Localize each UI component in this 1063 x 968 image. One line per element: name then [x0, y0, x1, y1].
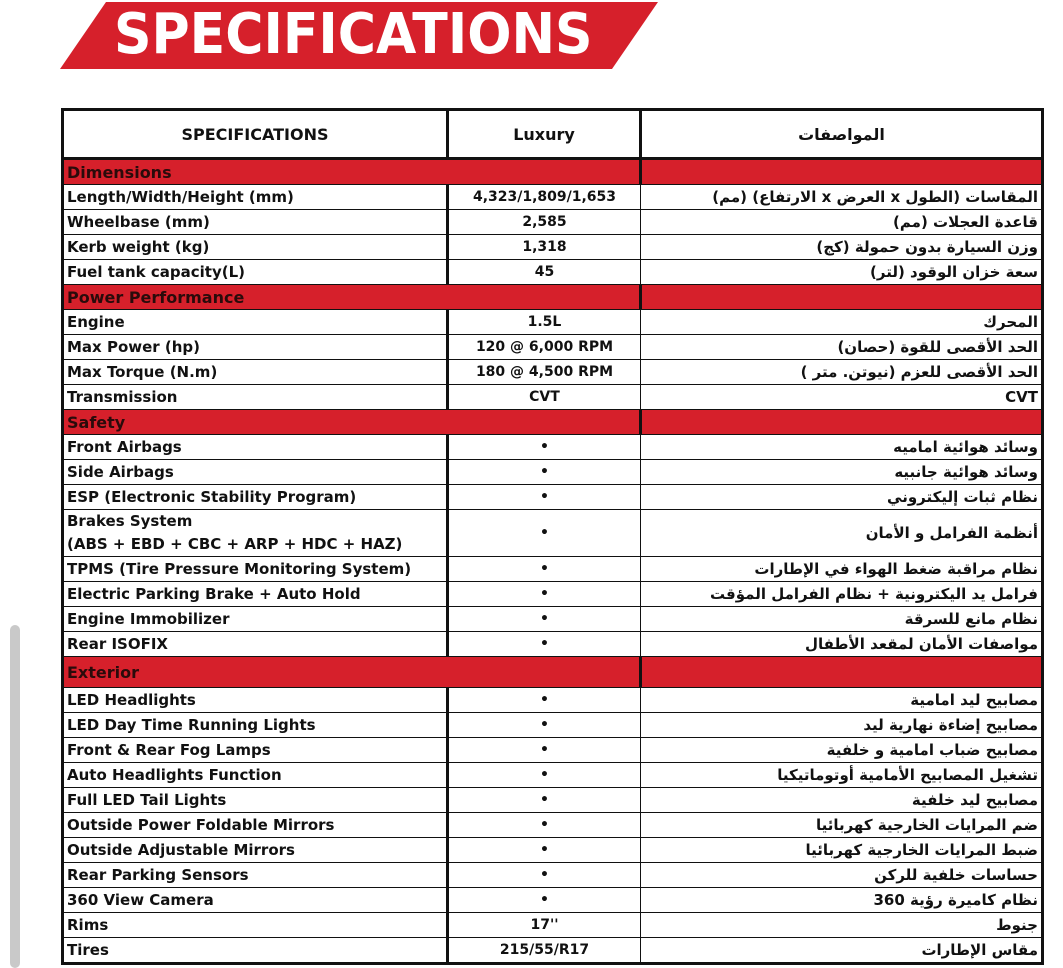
spec-name: Front Airbags: [63, 435, 448, 460]
spec-name: LED Day Time Running Lights: [63, 713, 448, 738]
spec-name-arabic: المحرك: [641, 310, 1043, 335]
scrollbar[interactable]: [10, 625, 20, 968]
table-row: [63, 210, 1043, 235]
spec-name: Transmission: [63, 385, 448, 410]
table-row: [63, 385, 1043, 410]
spec-value: 1.5L: [448, 310, 641, 335]
spec-name-arabic: وسائد هوائية جانبيه: [641, 460, 1043, 485]
spec-value: 120 @ 6,000 RPM: [448, 335, 641, 360]
section-title: Dimensions: [63, 159, 641, 185]
table-row: [63, 938, 1043, 964]
spec-name: [63, 510, 448, 557]
spec-value: CVT: [448, 385, 641, 410]
table-row: [63, 260, 1043, 285]
table-row: [63, 813, 1043, 838]
spec-name-arabic: نظام مانع للسرقة: [641, 607, 1043, 632]
table-row: [63, 557, 1043, 582]
spec-value: 180 @ 4,500 RPM: [448, 360, 641, 385]
section-title-ar-cell: [641, 159, 1043, 185]
header-specifications: SPECIFICATIONS: [63, 110, 448, 159]
included-bullet: •: [448, 813, 641, 838]
table-row: [63, 863, 1043, 888]
spec-name-arabic: أنظمة الفرامل و الأمان: [641, 510, 1043, 557]
included-bullet: •: [448, 688, 641, 713]
section-title: Safety: [63, 410, 641, 435]
spec-name-arabic: قاعدة العجلات (مم): [641, 210, 1043, 235]
spec-name-arabic: نظام ثبات إليكتروني: [641, 485, 1043, 510]
included-bullet: •: [448, 763, 641, 788]
included-bullet: •: [448, 435, 641, 460]
table-row: [63, 632, 1043, 657]
spec-name-arabic: مصابيح إضاءة نهارية ليد: [641, 713, 1043, 738]
spec-name: LED Headlights: [63, 688, 448, 713]
spec-name-arabic: فرامل يد اليكترونية + نظام الفرامل المؤقت: [641, 582, 1043, 607]
spec-name: Electric Parking Brake + Auto Hold: [63, 582, 448, 607]
spec-name: 360 View Camera: [63, 888, 448, 913]
included-bullet: •: [448, 738, 641, 763]
table-row: [63, 335, 1043, 360]
spec-name-arabic: مصابيح ليد خلفية: [641, 788, 1043, 813]
included-bullet: •: [448, 460, 641, 485]
table-row: [63, 913, 1043, 938]
included-bullet: •: [448, 557, 641, 582]
spec-name-arabic: جنوط: [641, 913, 1043, 938]
spec-name: Outside Power Foldable Mirrors: [63, 813, 448, 838]
spec-name-arabic: سعة خزان الوقود (لتر): [641, 260, 1043, 285]
specifications-table: [61, 108, 1044, 965]
spec-name-line-2: (ABS + EBD + CBC + ARP + HDC + HAZ): [67, 535, 403, 553]
spec-name-arabic: نظام كاميرة رؤية 360: [641, 888, 1043, 913]
spec-name: Max Power (hp): [63, 335, 448, 360]
table-row: [63, 310, 1043, 335]
spec-value: 4,323/1,809/1,653: [448, 185, 641, 210]
spec-name: Rear ISOFIX: [63, 632, 448, 657]
table-row: [63, 510, 1043, 557]
spec-name: Front & Rear Fog Lamps: [63, 738, 448, 763]
spec-name: Length/Width/Height (mm): [63, 185, 448, 210]
spec-name-arabic: الحد الأقصى للقوة (حصان): [641, 335, 1043, 360]
spec-value: 17'': [448, 913, 641, 938]
included-bullet: •: [448, 632, 641, 657]
spec-name: Max Torque (N.m): [63, 360, 448, 385]
table-body: [63, 159, 1043, 964]
table-row: [63, 788, 1043, 813]
included-bullet: •: [448, 888, 641, 913]
page-title: SPECIFICATIONS: [114, 2, 593, 67]
spec-name-arabic: وسائد هوائية اماميه: [641, 435, 1043, 460]
included-bullet: •: [448, 607, 641, 632]
spec-name-arabic: ضبط المرايات الخارجية كهربائيا: [641, 838, 1043, 863]
table-row: [63, 185, 1043, 210]
table-row: [63, 713, 1043, 738]
spec-name: Engine: [63, 310, 448, 335]
spec-name-arabic: حساسات خلفية للركن: [641, 863, 1043, 888]
header-luxury: Luxury: [448, 110, 641, 159]
spec-name-arabic: وزن السيارة بدون حمولة (كج): [641, 235, 1043, 260]
section-header-exterior: [63, 657, 1043, 688]
included-bullet: •: [448, 838, 641, 863]
spec-value: 2,585: [448, 210, 641, 235]
spec-value: 215/55/R17: [448, 938, 641, 964]
spec-name-arabic: ضم المرايات الخارجية كهربائيا: [641, 813, 1043, 838]
table-row: [63, 435, 1043, 460]
spec-name: Rims: [63, 913, 448, 938]
header-arabic-specifications: المواصفات: [641, 110, 1043, 159]
section-header-safety: [63, 410, 1043, 435]
spec-name: Fuel tank capacity(L): [63, 260, 448, 285]
included-bullet: •: [448, 713, 641, 738]
spec-name: Tires: [63, 938, 448, 964]
table-row: [63, 838, 1043, 863]
table-row: [63, 888, 1043, 913]
included-bullet: •: [448, 510, 641, 557]
table-row: [63, 607, 1043, 632]
spec-name-arabic: تشغيل المصابيح الأمامية أوتوماتيكيا: [641, 763, 1043, 788]
section-title: Power Performance: [63, 285, 641, 310]
table-row: [63, 688, 1043, 713]
table-row: [63, 235, 1043, 260]
spec-name-arabic: مصابيح ليد امامية: [641, 688, 1043, 713]
spec-name-arabic: CVT: [641, 385, 1043, 410]
section-header-dimensions: [63, 159, 1043, 185]
section-title-ar-cell: [641, 285, 1043, 310]
spec-name-arabic: مقاس الإطارات: [641, 938, 1043, 964]
spec-name: Kerb weight (kg): [63, 235, 448, 260]
section-title-ar-cell: [641, 410, 1043, 435]
spec-name: Full LED Tail Lights: [63, 788, 448, 813]
spec-name-line-1: Brakes System: [67, 512, 193, 530]
section-header-power: [63, 285, 1043, 310]
included-bullet: •: [448, 582, 641, 607]
spec-name-arabic: نظام مراقبة ضغط الهواء في الإطارات: [641, 557, 1043, 582]
spec-name-arabic: مصابيح ضباب امامية و خلفية: [641, 738, 1043, 763]
spec-name-arabic: المقاسات (الطول x العرض x الارتفاع) (مم): [641, 185, 1043, 210]
table-row: [63, 738, 1043, 763]
section-title: Exterior: [63, 657, 641, 688]
table-row: [63, 485, 1043, 510]
included-bullet: •: [448, 485, 641, 510]
spec-name: ESP (Electronic Stability Program): [63, 485, 448, 510]
included-bullet: •: [448, 788, 641, 813]
spec-value: 45: [448, 260, 641, 285]
spec-name: Side Airbags: [63, 460, 448, 485]
table-row: [63, 360, 1043, 385]
included-bullet: •: [448, 863, 641, 888]
spec-name: Outside Adjustable Mirrors: [63, 838, 448, 863]
table-header-row: [63, 110, 1043, 159]
spec-name: Engine Immobilizer: [63, 607, 448, 632]
table-row: [63, 582, 1043, 607]
spec-name: TPMS (Tire Pressure Monitoring System): [63, 557, 448, 582]
spec-name: Rear Parking Sensors: [63, 863, 448, 888]
spec-name: Auto Headlights Function: [63, 763, 448, 788]
table-row: [63, 763, 1043, 788]
table-row: [63, 460, 1043, 485]
spec-value: 1,318: [448, 235, 641, 260]
spec-name-arabic: مواصفات الأمان لمقعد الأطفال: [641, 632, 1043, 657]
section-title-ar-cell: [641, 657, 1043, 688]
spec-name-arabic: الحد الأقصى للعزم (نيوتن. متر ): [641, 360, 1043, 385]
spec-name: Wheelbase (mm): [63, 210, 448, 235]
